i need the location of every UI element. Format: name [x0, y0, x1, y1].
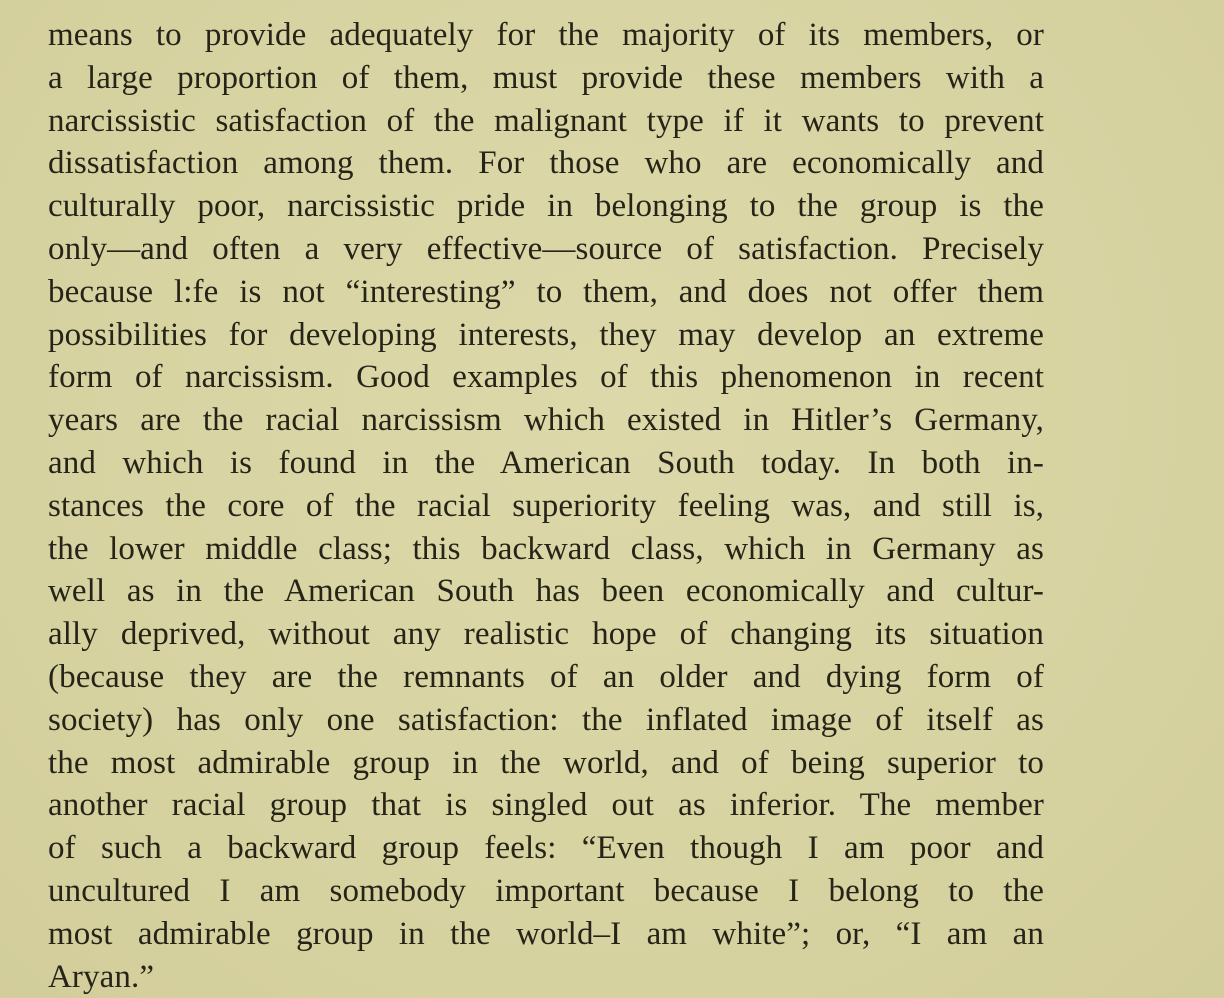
body-paragraph: [48, 14, 1044, 998]
text-line: possibilities for developing interests, they may develop an extreme: [48, 316, 1044, 353]
text-line: culturally poor, narcissistic pride in belonging to the group is the: [48, 188, 1044, 225]
text-line: ally deprived, without any realistic hope of changing its situation: [48, 616, 1044, 653]
text-line: uncultured I am somebody important because I belong to the: [48, 872, 1044, 909]
text-line: society) has only one satisfaction: the inflated image of itself as: [48, 701, 1044, 738]
text-line: only—and often a very effective—source of satisfaction. Precisely: [48, 230, 1044, 267]
text-line: (because they are the remnants of an older and dying form of: [48, 658, 1044, 695]
text-line: dissatisfaction among them. For those who are economically and: [48, 145, 1044, 182]
text-line: the lower middle class; this backward class, which in Germany as: [48, 530, 1044, 567]
text-line: stances the core of the racial superiority feeling was, and still is,: [48, 487, 1044, 524]
text-line: well as in the American South has been economically and cultur-: [48, 573, 1044, 610]
text-line: means to provide adequately for the majority of its members, or: [48, 17, 1044, 53]
text-line: years are the racial narcissism which existed in Hitler’s Germany,: [48, 402, 1044, 439]
text-line: form of narcissism. Good examples of this phenomenon in recent: [48, 359, 1044, 396]
text-line: because l:fe is not “interesting” to them, and does not offer them: [48, 273, 1044, 310]
text-line: a large proportion of them, must provide these members with a: [48, 59, 1044, 96]
text-line: most admirable group in the world–I am white”; or, “I am an: [48, 915, 1044, 952]
text-line: and which is found in the American South today. In both in-: [48, 444, 1044, 481]
text-line: the most admirable group in the world, and of being superior to: [48, 744, 1044, 781]
text-line: of such a backward group feels: “Even though I am poor and: [48, 830, 1044, 867]
text-line: narcissistic satisfaction of the malignant type if it wants to prevent: [48, 102, 1044, 139]
text-line-last: Aryan.”: [48, 958, 155, 995]
text-line: another racial group that is singled out as inferior. The member: [48, 787, 1044, 824]
